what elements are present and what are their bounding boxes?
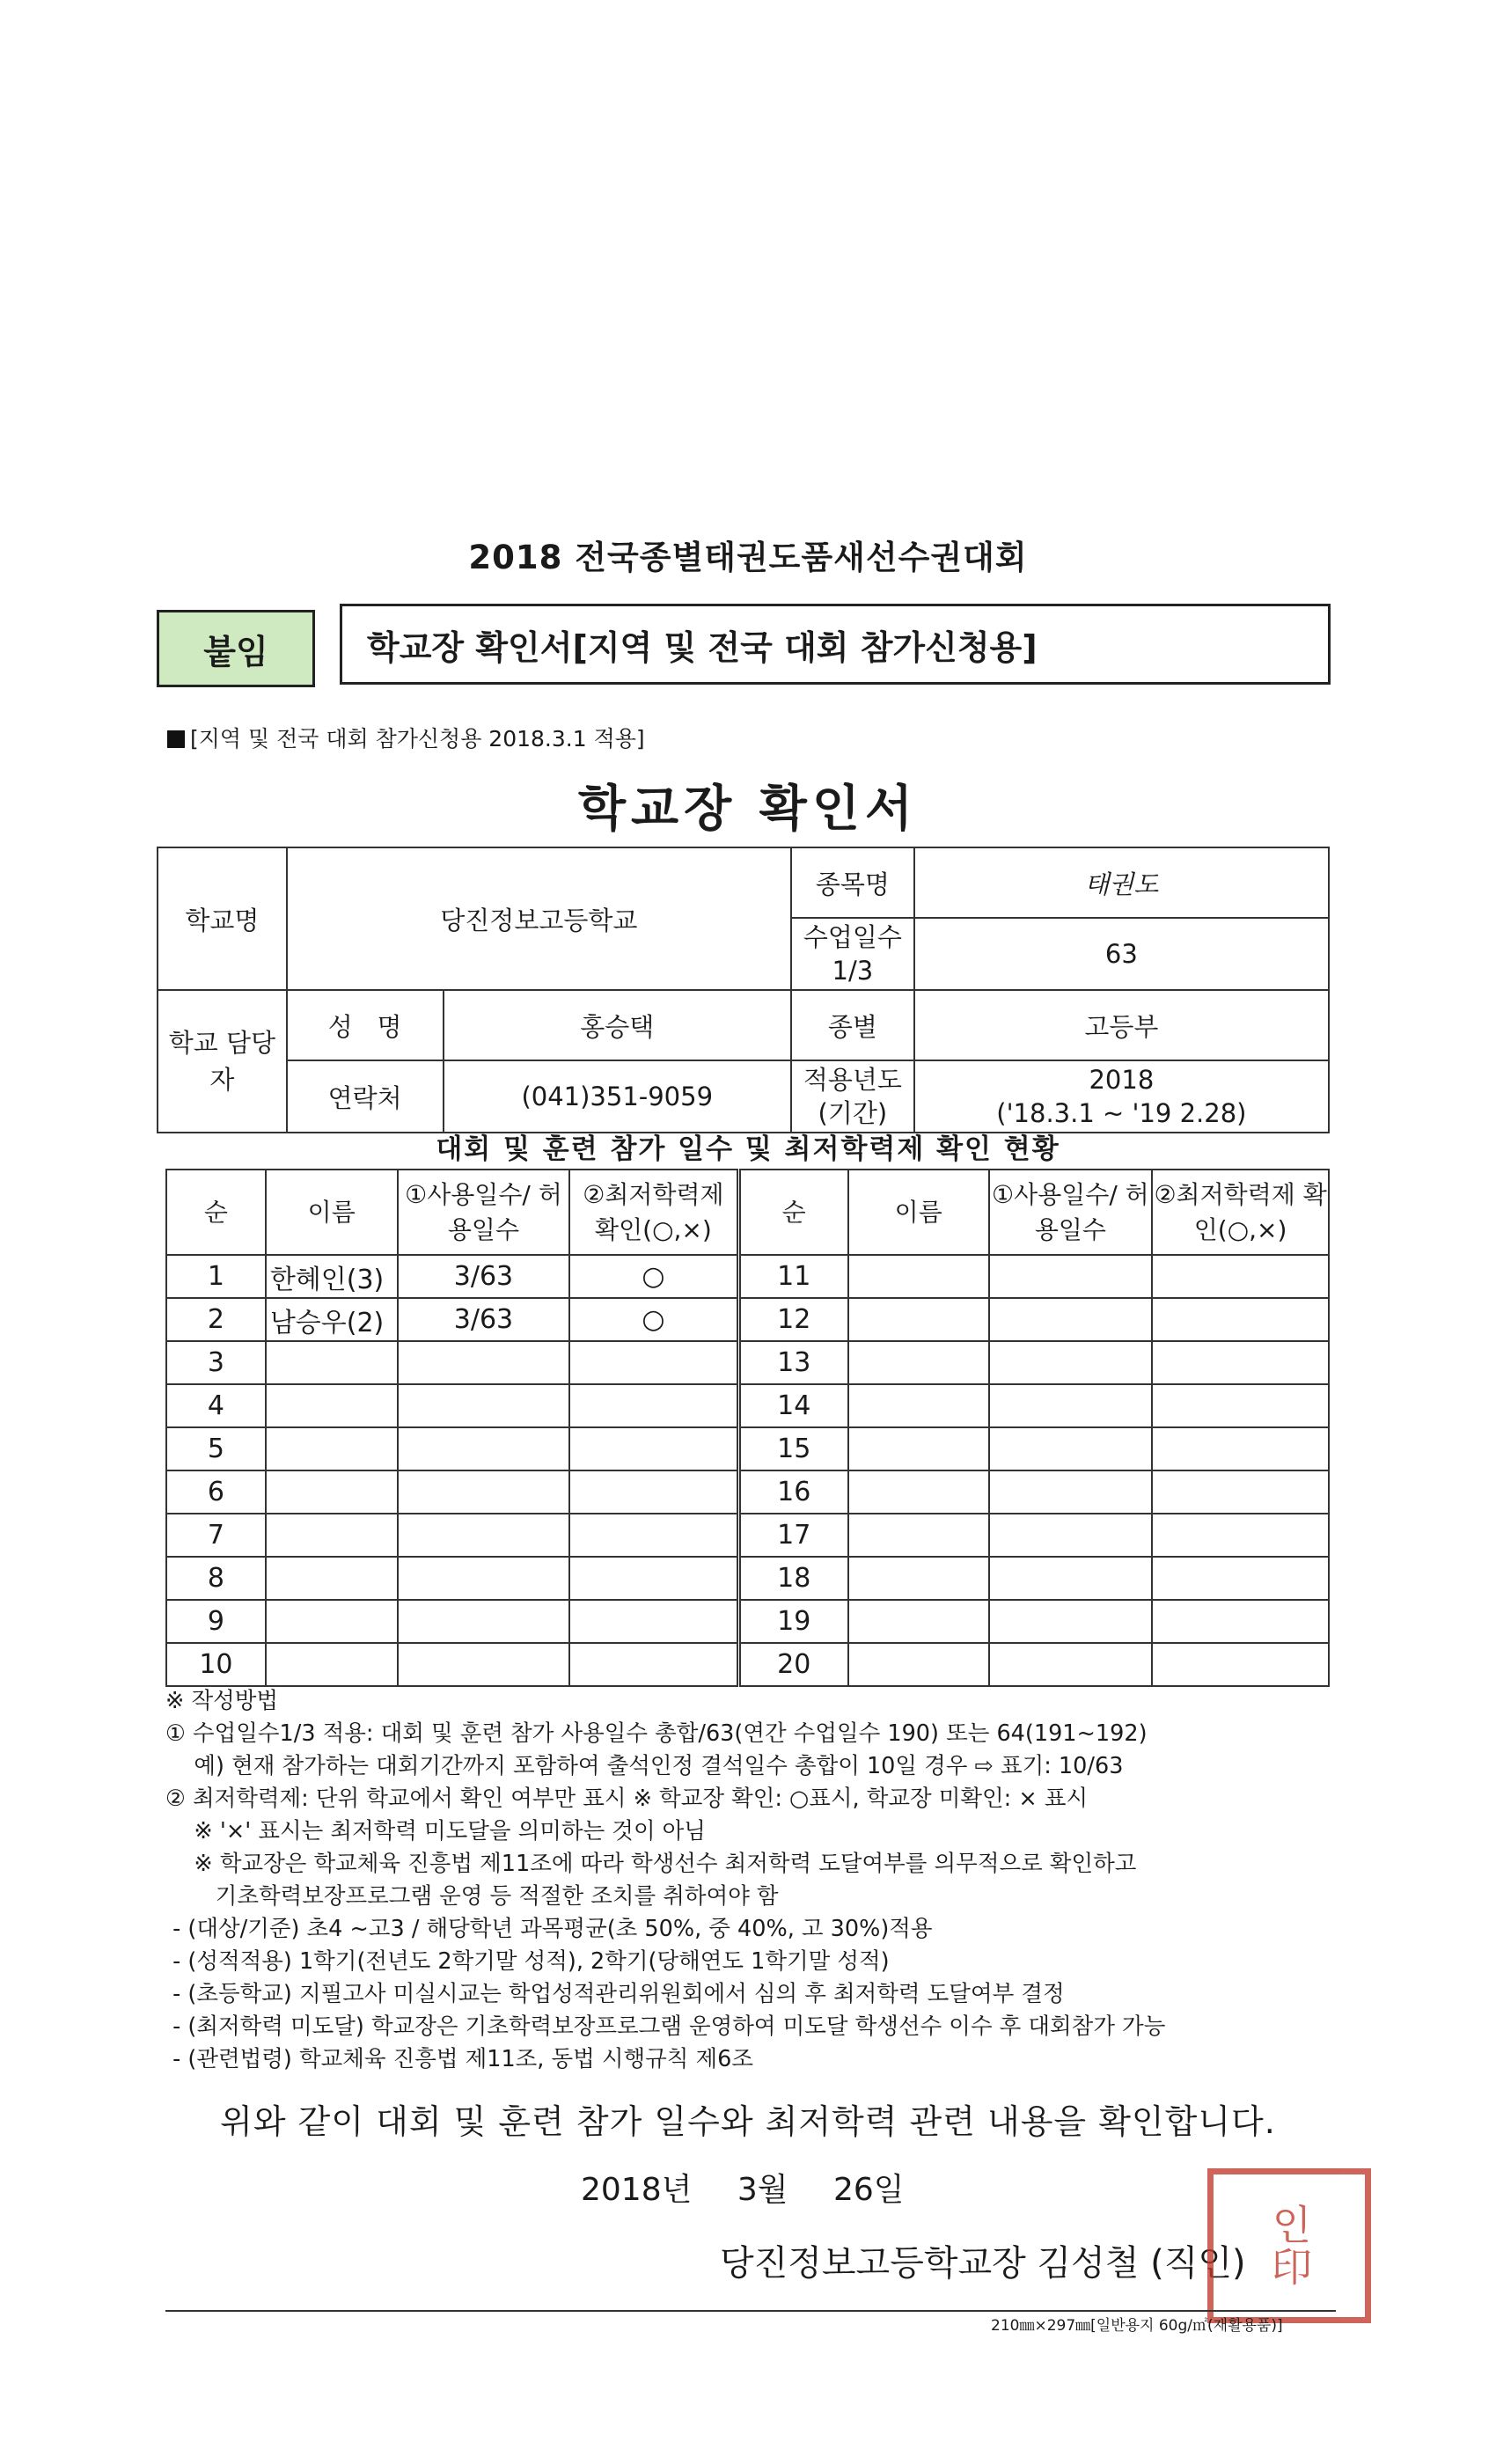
cell-name xyxy=(848,1600,989,1643)
cell-no: 19 xyxy=(738,1600,848,1643)
guide-line: ② 최저학력제: 단위 학교에서 확인 여부만 표시 ※ 학교장 확인: ○표시, 학교장 미확인: × 표시 xyxy=(165,1786,1089,1812)
col-days-right: ①사용일수/ 허용일수 xyxy=(989,1170,1153,1255)
cell-check xyxy=(569,1643,738,1686)
cell-check xyxy=(569,1384,738,1427)
cell-check xyxy=(1152,1384,1329,1427)
cell-no: 13 xyxy=(738,1341,848,1384)
cell-days xyxy=(989,1470,1153,1514)
document-title: 학교장 확인서 xyxy=(577,781,919,838)
col-days-left: ①사용일수/ 허용일수 xyxy=(398,1170,570,1255)
cell-no: 7 xyxy=(166,1514,266,1557)
table-row xyxy=(166,1298,1329,1341)
cell-no: 9 xyxy=(166,1600,266,1643)
manager-label: 학교 담당자 xyxy=(158,990,287,1133)
guide-title: ※ 작성방법 xyxy=(165,1688,279,1714)
cell-days xyxy=(398,1643,570,1686)
form-title: 학교장 확인서[지역 및 전국 대회 참가신청용] xyxy=(340,604,1331,685)
guide-line: - (최저학력 미도달) 학교장은 기초학력보장프로그램 운영하여 미도달 학생선수 이수 후 대회참가 가능 xyxy=(165,2013,1166,2040)
cell-days xyxy=(398,1341,570,1384)
cell-days xyxy=(398,1600,570,1643)
sport-value: 태권도 xyxy=(914,847,1329,918)
official-seal-icon: 인印 xyxy=(1207,2168,1371,2323)
cell-days xyxy=(989,1384,1153,1427)
paper-spec: 210㎜×297㎜[일반용지 60g/㎡(재활용품)] xyxy=(991,2317,1283,2335)
guide-line: 기초학력보장프로그램 운영 등 적절한 조치를 취하여야 함 xyxy=(165,1883,779,1910)
attendance-section-title: 대회 및 훈련 참가 일수 및 최저학력제 확인 현황 xyxy=(436,1133,1060,1165)
cell-no: 5 xyxy=(166,1427,266,1470)
division-value: 고등부 xyxy=(914,990,1329,1060)
cell-days xyxy=(989,1427,1153,1470)
cell-no: 18 xyxy=(738,1557,848,1600)
manager-name-value: 홍승택 xyxy=(444,990,791,1060)
guide-line: - (대상/기준) 초4 ~고3 / 해당학년 과목평균(초 50%, 중 40%, 고 30%)적용 xyxy=(165,1916,933,1942)
year-label: 적용년도 (기간) xyxy=(791,1060,914,1133)
cell-name xyxy=(266,1643,398,1686)
table-row xyxy=(166,1341,1329,1384)
cell-days xyxy=(989,1298,1153,1341)
school-name-label: 학교명 xyxy=(158,847,287,990)
cell-no: 14 xyxy=(738,1384,848,1427)
cell-check xyxy=(569,1427,738,1470)
cell-days xyxy=(398,1384,570,1427)
guide-line: - (초등학교) 지필고사 미실시교는 학업성적관리위원회에서 심의 후 최저학력 도달여부 결정 xyxy=(165,1981,1065,2007)
cell-check xyxy=(1152,1298,1329,1341)
cell-check xyxy=(569,1600,738,1643)
table-row xyxy=(166,1427,1329,1470)
col-no-right: 순 xyxy=(738,1170,848,1255)
cell-name xyxy=(848,1255,989,1298)
divider xyxy=(165,2310,1336,2312)
cell-days: 3/63 xyxy=(398,1298,570,1341)
table-row xyxy=(166,1643,1329,1686)
cell-no: 15 xyxy=(738,1427,848,1470)
cell-name xyxy=(848,1557,989,1600)
cell-no: 6 xyxy=(166,1470,266,1514)
cell-name xyxy=(848,1298,989,1341)
table-row xyxy=(166,1600,1329,1643)
cell-days xyxy=(989,1341,1153,1384)
cell-check xyxy=(1152,1255,1329,1298)
cell-name xyxy=(848,1470,989,1514)
col-check-left: ②최저학력제 확인(○,×) xyxy=(569,1170,738,1255)
cell-name xyxy=(266,1427,398,1470)
table-row xyxy=(166,1514,1329,1557)
cell-check xyxy=(1152,1600,1329,1643)
cell-name xyxy=(848,1384,989,1427)
cell-name xyxy=(266,1470,398,1514)
cell-check xyxy=(1152,1643,1329,1686)
attendance-table xyxy=(165,1169,1330,1687)
event-title: 2018 전국종별태권도품새선수권대회 xyxy=(468,539,1028,576)
attachment-label: 붙임 xyxy=(157,610,315,687)
cell-no: 12 xyxy=(738,1298,848,1341)
cell-days xyxy=(989,1514,1153,1557)
cell-check xyxy=(569,1557,738,1600)
cell-days xyxy=(398,1470,570,1514)
cell-days xyxy=(398,1427,570,1470)
cell-days xyxy=(989,1557,1153,1600)
cell-name xyxy=(848,1643,989,1686)
cell-name xyxy=(266,1557,398,1600)
guide-line: - (성적적용) 1학기(전년도 2학기말 성적), 2학기(당해연도 1학기말 성적) xyxy=(165,1948,890,1975)
guide-line: - (관련법령) 학교체육 진흥법 제11조, 동법 시행규칙 제6조 xyxy=(165,2046,754,2072)
cell-no: 20 xyxy=(738,1643,848,1686)
cell-days xyxy=(989,1643,1153,1686)
cell-days xyxy=(989,1600,1153,1643)
cell-no: 3 xyxy=(166,1341,266,1384)
guide-lines xyxy=(165,1718,1336,2076)
year-value: 2018 xyxy=(1089,1065,1155,1095)
col-name-left: 이름 xyxy=(266,1170,398,1255)
cell-check: ○ xyxy=(569,1255,738,1298)
contact-label: 연락처 xyxy=(287,1060,444,1133)
division-label: 종별 xyxy=(791,990,914,1060)
cell-no: 17 xyxy=(738,1514,848,1557)
cell-name: 남승우(2) xyxy=(266,1298,398,1341)
cell-name: 한혜인(3) xyxy=(266,1255,398,1298)
cell-days xyxy=(989,1255,1153,1298)
square-bullet-icon xyxy=(167,730,185,748)
cell-check: ○ xyxy=(569,1298,738,1341)
cell-name xyxy=(848,1514,989,1557)
year-cell xyxy=(914,1060,1329,1133)
school-days-value: 63 xyxy=(914,918,1329,990)
guide-line: ※ 학교장은 학교체육 진흥법 제11조에 따라 학생선수 최저학력 도달여부를 의무적으로 확인하고 xyxy=(165,1851,1137,1877)
cell-name xyxy=(848,1341,989,1384)
principal-signature: 당진정보고등학교장 김성철 (직인) xyxy=(720,2243,1246,2284)
col-no-left: 순 xyxy=(166,1170,266,1255)
writing-guide xyxy=(165,1685,1336,2076)
applicability-note xyxy=(167,722,645,753)
cell-check xyxy=(1152,1341,1329,1384)
table-row xyxy=(166,1255,1329,1298)
table-row xyxy=(166,1470,1329,1514)
cell-days xyxy=(398,1557,570,1600)
cell-no: 1 xyxy=(166,1255,266,1298)
table-row xyxy=(166,1557,1329,1600)
cell-name xyxy=(266,1600,398,1643)
table-row xyxy=(166,1384,1329,1427)
cell-no: 8 xyxy=(166,1557,266,1600)
contact-value: (041)351-9059 xyxy=(444,1060,791,1133)
cell-name xyxy=(848,1427,989,1470)
col-name-right: 이름 xyxy=(848,1170,989,1255)
cell-check xyxy=(1152,1557,1329,1600)
cell-no: 4 xyxy=(166,1384,266,1427)
guide-line: ① 수업일수1/3 적용: 대회 및 훈련 참가 사용일수 총합/63(연간 수업일수 190) 또는 64(191~192) xyxy=(165,1720,1148,1747)
school-name-value: 당진정보고등학교 xyxy=(287,847,791,990)
cell-no: 16 xyxy=(738,1470,848,1514)
cell-check xyxy=(569,1470,738,1514)
cell-check xyxy=(569,1341,738,1384)
cell-name xyxy=(266,1341,398,1384)
cell-no: 10 xyxy=(166,1643,266,1686)
manager-name-label: 성 명 xyxy=(287,990,444,1060)
cell-check xyxy=(1152,1514,1329,1557)
cell-days: 3/63 xyxy=(398,1255,570,1298)
cell-no: 2 xyxy=(166,1298,266,1341)
applicability-note-text: [지역 및 전국 대회 참가신청용 2018.3.1 적용] xyxy=(190,726,645,752)
document-date: 2018년 3월 26일 xyxy=(581,2172,905,2208)
cell-days xyxy=(398,1514,570,1557)
cell-check xyxy=(1152,1427,1329,1470)
guide-line: ※ '×' 표시는 최저학력 미도달을 의미하는 것이 아님 xyxy=(165,1818,706,1844)
cell-check xyxy=(569,1514,738,1557)
cell-no: 11 xyxy=(738,1255,848,1298)
sport-label: 종목명 xyxy=(791,847,914,918)
school-info-table xyxy=(157,847,1330,1133)
confirmation-statement: 위와 같이 대회 및 훈련 참가 일수와 최저학력 관련 내용을 확인합니다. xyxy=(220,2102,1276,2141)
cell-check xyxy=(1152,1470,1329,1514)
guide-line: 예) 현재 참가하는 대회기간까지 포함하여 출석인정 결석일수 총합이 10일 경우 ⇨ 표기: 10/63 xyxy=(165,1753,1124,1779)
school-days-label: 수업일수 1/3 xyxy=(791,918,914,990)
col-check-right: ②최저학력제 확인(○,×) xyxy=(1152,1170,1329,1255)
period-value: ('18.3.1 ~ '19 2.28) xyxy=(996,1098,1247,1128)
cell-name xyxy=(266,1384,398,1427)
cell-name xyxy=(266,1514,398,1557)
